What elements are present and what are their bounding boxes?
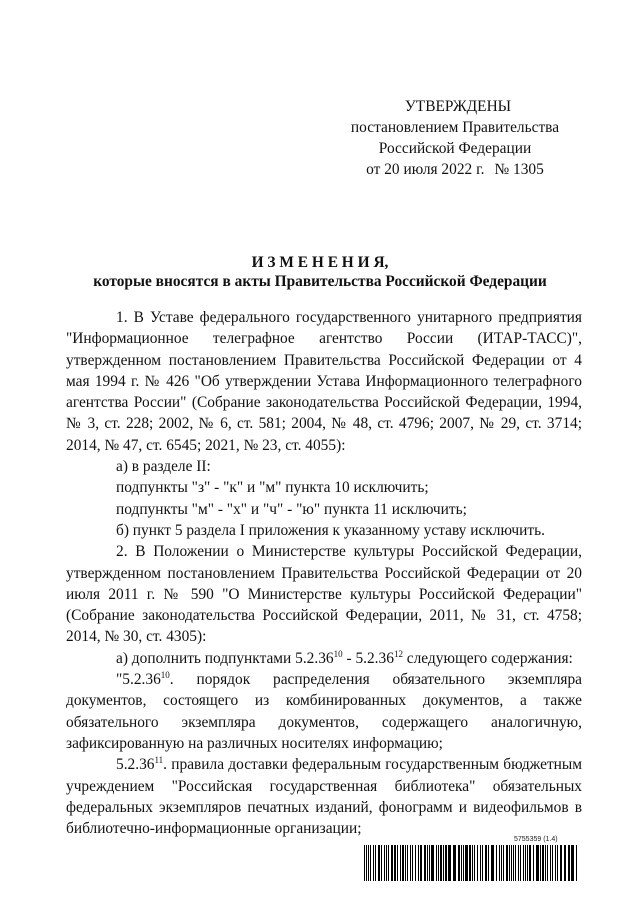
- barcode-bar: [496, 845, 497, 881]
- approval-heading: УТВЕРЖДЕНЫ: [404, 98, 512, 115]
- barcode-bar: [463, 845, 464, 881]
- paragraph-2a-text-2: - 5.2.36: [342, 649, 394, 667]
- barcode-bar: [568, 845, 570, 881]
- barcode-bar: [366, 845, 367, 881]
- document-subtitle: которые вносятся в акты Правительства Российской Федерации: [93, 273, 547, 290]
- barcode-bar: [388, 845, 389, 881]
- barcode-bar: [515, 845, 516, 881]
- clause-number-11: 5.2.36: [116, 756, 155, 774]
- barcode-bar: [488, 845, 489, 881]
- document-body: [66, 307, 582, 839]
- barcode-bar: [415, 845, 416, 881]
- approval-authority: постановлением Правительства: [350, 119, 560, 136]
- barcode-bar: [480, 845, 481, 881]
- barcode-bar: [418, 845, 419, 881]
- barcode-icon: [364, 845, 578, 881]
- paragraph-2a-text-1: а) дополнить подпунктами 5.2.36: [116, 649, 334, 667]
- barcode-bar: [386, 845, 387, 881]
- barcode-bar: [550, 845, 551, 881]
- barcode-bar: [440, 845, 442, 881]
- paragraph-1a-item-2: подпункты "м" - "х" и "ч" - "ю" пункта 11 исключить;: [116, 500, 467, 518]
- barcode-bar: [368, 845, 369, 881]
- barcode-bar: [482, 845, 483, 881]
- barcode-bar: [542, 845, 544, 881]
- paragraph-1b: б) пункт 5 раздела I приложения к указанному уставу исключить.: [116, 521, 545, 539]
- barcode-bar: [453, 845, 456, 881]
- barcode-bar: [402, 845, 404, 881]
- barcode-bar: [564, 845, 566, 881]
- barcode-bar: [445, 845, 447, 881]
- barcode-bar: [364, 845, 365, 881]
- barcode-bar: [420, 845, 422, 881]
- barcode-bar: [429, 845, 430, 881]
- barcode-bar: [412, 845, 413, 881]
- barcode-bar: [397, 845, 398, 881]
- barcode-bar: [465, 845, 468, 881]
- barcode-bar: [373, 845, 374, 881]
- superscript-10: 10: [333, 648, 343, 659]
- barcode-bar: [540, 845, 541, 881]
- barcode-bar: [448, 845, 451, 881]
- barcode-bar: [536, 845, 539, 881]
- barcode-bar: [427, 845, 428, 881]
- barcode-bar: [552, 845, 553, 881]
- barcode-bar: [472, 845, 473, 881]
- document-title: И З М Е Н Е Н И Я,: [251, 254, 389, 271]
- barcode-bar: [477, 845, 478, 881]
- barcode-bar: [491, 845, 494, 881]
- barcode-bar: [384, 845, 385, 881]
- clause-text-10: . порядок распределения обязательного экземпляра документов, состоящего из комбинированных документов, а также обязательного экземпляра документов, содержащего аналогичную, зафиксированную на различных носителях информацию;: [66, 671, 582, 752]
- barcode-bar: [394, 845, 396, 881]
- barcode-bar: [503, 845, 504, 881]
- barcode-bar: [511, 845, 512, 881]
- barcode-bar: [410, 845, 411, 881]
- barcode-bar: [523, 845, 524, 881]
- barcode-bar: [474, 845, 475, 881]
- approval-block: [330, 96, 580, 180]
- barcode-bar: [545, 845, 546, 881]
- paragraph-5-2-36-11: [66, 754, 582, 839]
- barcode-bar: [527, 845, 528, 881]
- barcode-bar: [506, 845, 508, 881]
- paragraph-1a-item-1: подпункты "з" - "к" и "м" пункта 10 исключить;: [116, 479, 429, 497]
- approval-date: от 20 июля 2022 г.: [366, 161, 485, 178]
- barcode-bar: [525, 845, 526, 881]
- barcode-bar: [520, 845, 521, 881]
- barcode-bar: [555, 845, 556, 881]
- paragraph-2a: [66, 648, 582, 669]
- barcode-bar: [560, 845, 562, 881]
- paragraph-2a-text-3: следующего содержания:: [402, 649, 573, 667]
- barcode-bar: [458, 845, 460, 881]
- barcode-bar: [571, 845, 574, 881]
- approval-number: № 1305: [494, 161, 544, 178]
- barcode-bar: [400, 845, 401, 881]
- barcode-bar: [499, 845, 500, 881]
- paragraph-1a: а) в разделе II:: [116, 458, 211, 476]
- barcode-bar: [370, 845, 371, 881]
- barcode-bar: [509, 845, 510, 881]
- barcode-bar: [469, 845, 471, 881]
- barcode-bar: [461, 845, 462, 881]
- clause-superscript-11: 11: [154, 755, 164, 766]
- barcode-bar: [378, 845, 380, 881]
- barcode-bar: [513, 845, 514, 881]
- barcode-bar: [501, 845, 502, 881]
- barcode-bar: [438, 845, 439, 881]
- barcode-bar: [431, 845, 434, 881]
- clause-superscript-10: 10: [160, 669, 170, 680]
- paragraph-1: 1. В Уставе федерального государственного унитарного предприятия "Информационное телеграфное агентство России (ИТАР-ТАСС)", утвержденном постановлением Правительства Российской Федерации от 4 мая 1994 г. № 426 "Об утверждении Устава Информационного телеграфного агентства России" (Собрание законодательства Российской Федерации, 1994, № 3, ст. 228; 2002, № 6, ст. 581; 2004, № 48, ст. 4796; 2007, № 29, ст. 3714; 2014, № 47, ст. 6545; 2021, № 23, ст. 4055):: [66, 309, 582, 454]
- barcode-bar: [547, 845, 548, 881]
- barcode-bar: [391, 845, 393, 881]
- barcode-bar: [405, 845, 406, 881]
- paragraph-2: 2. В Положении о Министерстве культуры Российской Федерации, утвержденном постановлением Правительства Российской Федерации от 20 июля 2011 г. № 590 "О Министерстве культуры Российской Федерации" (Собрание законодательства Российской Федерации, 2011, № 31, ст. 4758; 2014, № 30, ст. 4305):: [66, 543, 582, 646]
- barcode-bar: [443, 845, 444, 881]
- barcode-bar: [529, 845, 531, 881]
- barcode-bar: [424, 845, 426, 881]
- barcode-bar: [485, 845, 487, 881]
- clause-number-10: "5.2.36: [116, 671, 161, 689]
- approval-date-line: [330, 159, 580, 180]
- superscript-12: 12: [393, 648, 403, 659]
- barcode-bar: [533, 845, 534, 881]
- clause-text-11: . правила доставки федеральным государственным бюджетным учреждением "Российская государственная библиотека" обязательных федеральных экземпляров печатных изданий, фонограмм и видеофильмов в библиотечно-информационные организации;: [66, 756, 582, 838]
- barcode-bar: [576, 845, 577, 881]
- barcode-bar: [518, 845, 519, 881]
- barcode-bar: [381, 845, 382, 881]
- paragraph-5-2-36-10: [66, 669, 582, 754]
- barcode-bar: [375, 845, 376, 881]
- barcode-bar: [557, 845, 558, 881]
- barcode-bar: [407, 845, 408, 881]
- barcode-bar: [436, 845, 437, 881]
- approval-authority-country: Российской Федерации: [378, 140, 532, 157]
- document-code: 5755359 (1.4): [514, 836, 558, 843]
